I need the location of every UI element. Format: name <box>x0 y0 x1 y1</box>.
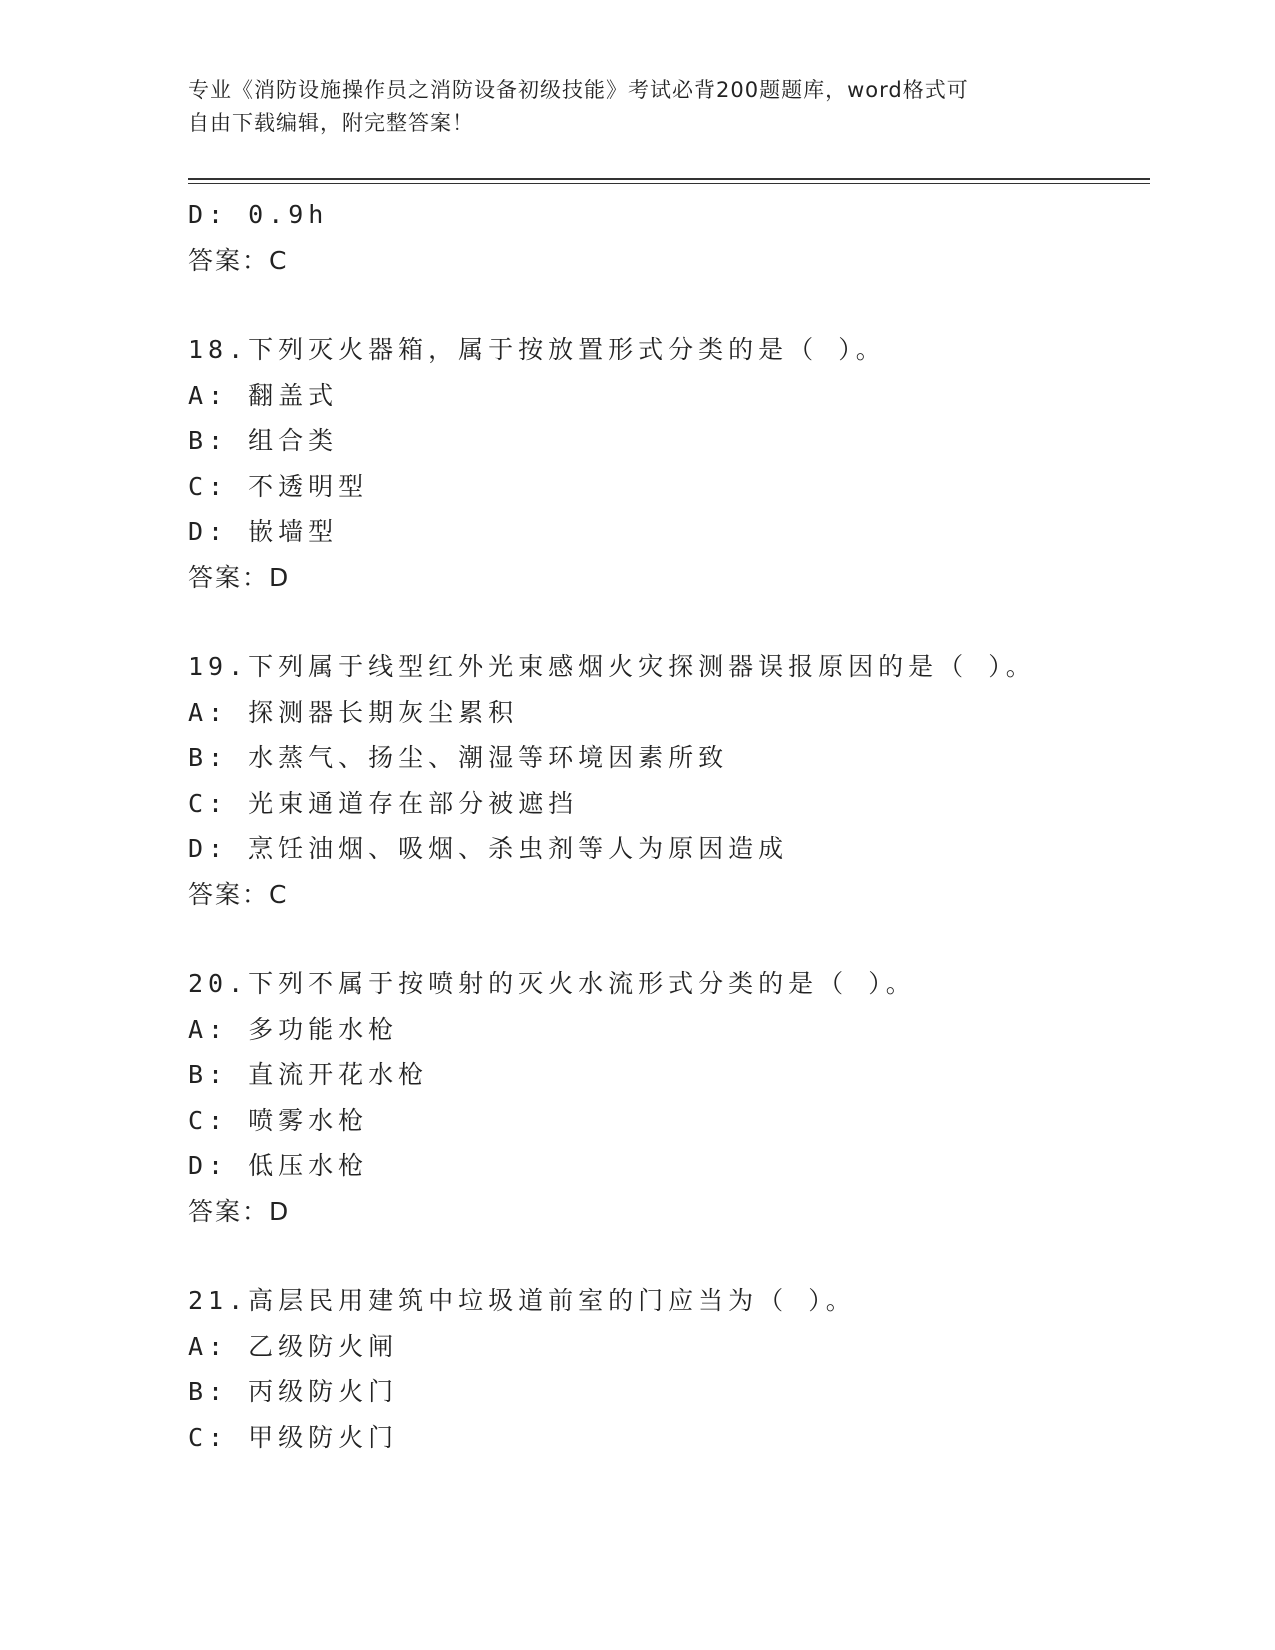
answer-line: 答案：D <box>188 562 291 592</box>
answer-line: 答案：C <box>188 879 289 909</box>
option-c: C: 不透明型 <box>188 471 369 501</box>
option-c: C: 喷雾水枪 <box>188 1105 369 1135</box>
question-18 <box>188 327 1148 600</box>
option-a: A: 探测器长期灰尘累积 <box>188 697 519 727</box>
spacer <box>188 600 1148 644</box>
option-a: A: 多功能水枪 <box>188 1014 399 1044</box>
option-d: D: 嵌墙型 <box>188 517 339 546</box>
option-d: D: 烹饪油烟、吸烟、杀虫剂等人为原因造成 <box>188 834 789 863</box>
question-stem: 21.高层民用建筑中垃圾道前室的门应当为（ ）。 <box>188 1286 856 1315</box>
option-b: B: 水蒸气、扬尘、潮湿等环境因素所致 <box>188 743 729 772</box>
question-20 <box>188 961 1148 1234</box>
header-divider <box>188 178 1150 180</box>
option-d: D: 0.9h <box>188 200 329 229</box>
option-c: C: 甲级防火门 <box>188 1422 399 1452</box>
document-header <box>188 74 1068 140</box>
spacer <box>188 283 1148 327</box>
header-line-2: 自由下载编辑，附完整答案！ <box>188 111 474 135</box>
option-b: B: 直流开花水枪 <box>188 1060 429 1089</box>
spacer <box>188 1234 1148 1278</box>
question-stem: 20.下列不属于按喷射的灭火水流形式分类的是（ ）。 <box>188 969 916 998</box>
question-21 <box>188 1278 1148 1460</box>
option-b: B: 组合类 <box>188 426 339 455</box>
answer-line: 答案：D <box>188 1196 291 1226</box>
question-list <box>188 192 1148 1460</box>
spacer <box>188 917 1148 961</box>
header-divider-thin <box>188 183 1150 184</box>
question-stem: 18.下列灭火器箱，属于按放置形式分类的是（ ）。 <box>188 335 886 364</box>
header-line-1: 专业《消防设施操作员之消防设备初级技能》考试必背200题题库，word格式可 <box>188 78 969 102</box>
answer-line: 答案：C <box>188 245 289 275</box>
option-d: D: 低压水枪 <box>188 1151 369 1180</box>
question-stem: 19.下列属于线型红外光束感烟火灾探测器误报原因的是（ ）。 <box>188 652 1036 681</box>
question-19 <box>188 644 1148 917</box>
option-c: C: 光束通道存在部分被遮挡 <box>188 788 579 818</box>
option-a: A: 乙级防火闸 <box>188 1331 399 1361</box>
option-b: B: 丙级防火门 <box>188 1377 399 1406</box>
option-a: A: 翻盖式 <box>188 380 339 410</box>
